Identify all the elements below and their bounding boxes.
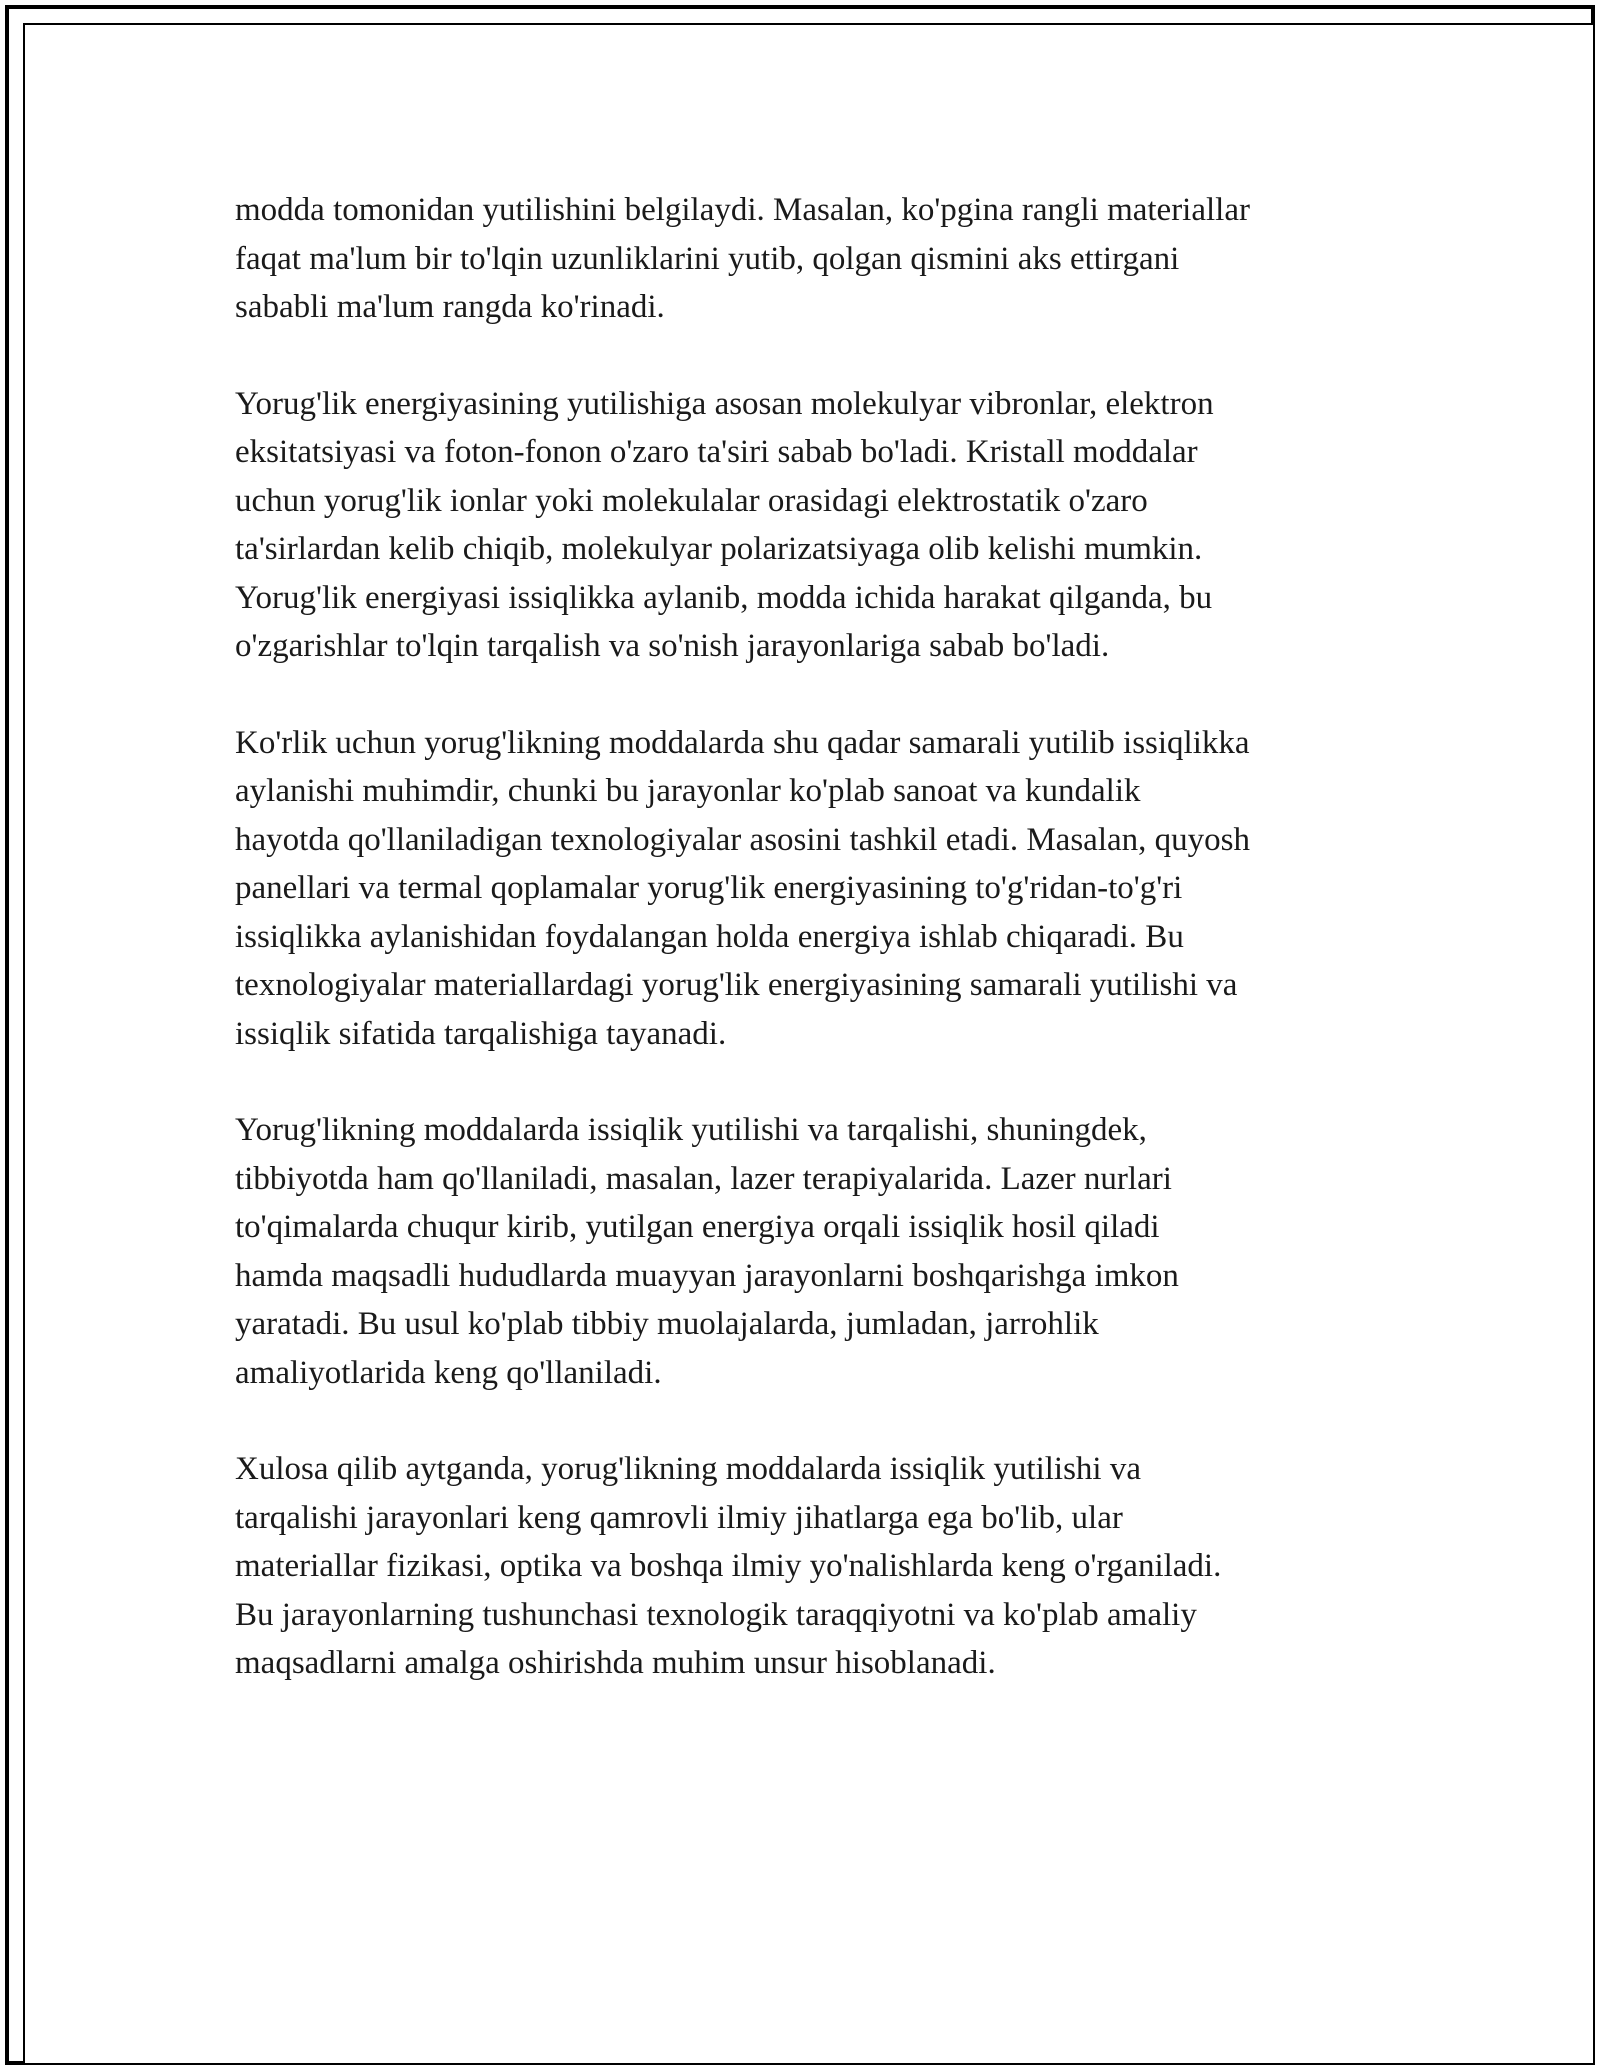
paragraph-5: Xulosa qilib aytganda, yorug'likning moddalarda issiqlik yutilishi va tarqalishi jarayonlari keng qamrovli ilmiy jihatlarga ega bo'lib, ular materiallar fizikasi, optika va boshqa ilmiy yo'nalishlarda keng o'rganiladi. Bu jarayonlarning tushunchasi texnologik taraqqiyotni va ko'plab amaliy maqsadlarni amalga oshirishda muhim unsur hisoblanadi. bbox=[235, 1451, 1222, 1681]
paragraph-2: Yorug'lik energiyasining yutilishiga asosan molekulyar vibronlar, elektron eksitatsiyasi va foton-fonon o'zaro ta'siri sabab bo'ladi. Kristall moddalar uchun yorug'lik ionlar yoki molekulalar orasidagi elektrostatik o'zaro ta'sirlardan kelib chiqib, molekulyar polarizatsiyaga olib kelishi mumkin. Yorug'lik energiyasi issiqlikka aylanib, modda ichida harakat qilganda, bu o'zgarishlar to'lqin tarqalish va so'nish jarayonlariga sabab bo'ladi. bbox=[235, 385, 1214, 664]
paragraph-3: Ko'rlik uchun yorug'likning moddalarda shu qadar samarali yutilib issiqlikka aylanishi muhimdir, chunki bu jarayonlar ko'plab sanoat va kundalik hayotda qo'llaniladigan texnologiyalar asosini tashkil etadi. Masalan, quyosh panellari va termal qoplamalar yorug'lik energiyasining to'g'ridan-to'g'ri issiqlikka aylanishidan foydalangan holda energiya ishlab chiqaradi. Bu texnologiyalar materiallardagi yorug'lik energiyasining samarali yutilishi va issiqlik sifatida tarqalishiga tayanadi. bbox=[235, 724, 1250, 1052]
document-body bbox=[235, 186, 1365, 1736]
paragraph-4: Yorug'likning moddalarda issiqlik yutilishi va tarqalishi, shuningdek, tibbiyotda ham qo'llaniladi, masalan, lazer terapiyalarida. Lazer nurlari to'qimalarda chuqur kirib, yutilgan energiya orqali issiqlik hosil qiladi hamda maqsadli hududlarda muayyan jarayonlarni boshqarishga imkon yaratadi. Bu usul ko'plab tibbiy muolajalarda, jumladan, jarrohlik amaliyotlarida keng qo'llaniladi. bbox=[235, 1112, 1179, 1391]
paragraph-1: modda tomonidan yutilishini belgilaydi. Masalan, ko'pgina rangli materiallar faqat ma'lum bir to'lqin uzunliklarini yutib, qolgan qismini aks ettirgani sababli ma'lum rangda ko'rinadi. bbox=[235, 192, 1250, 325]
